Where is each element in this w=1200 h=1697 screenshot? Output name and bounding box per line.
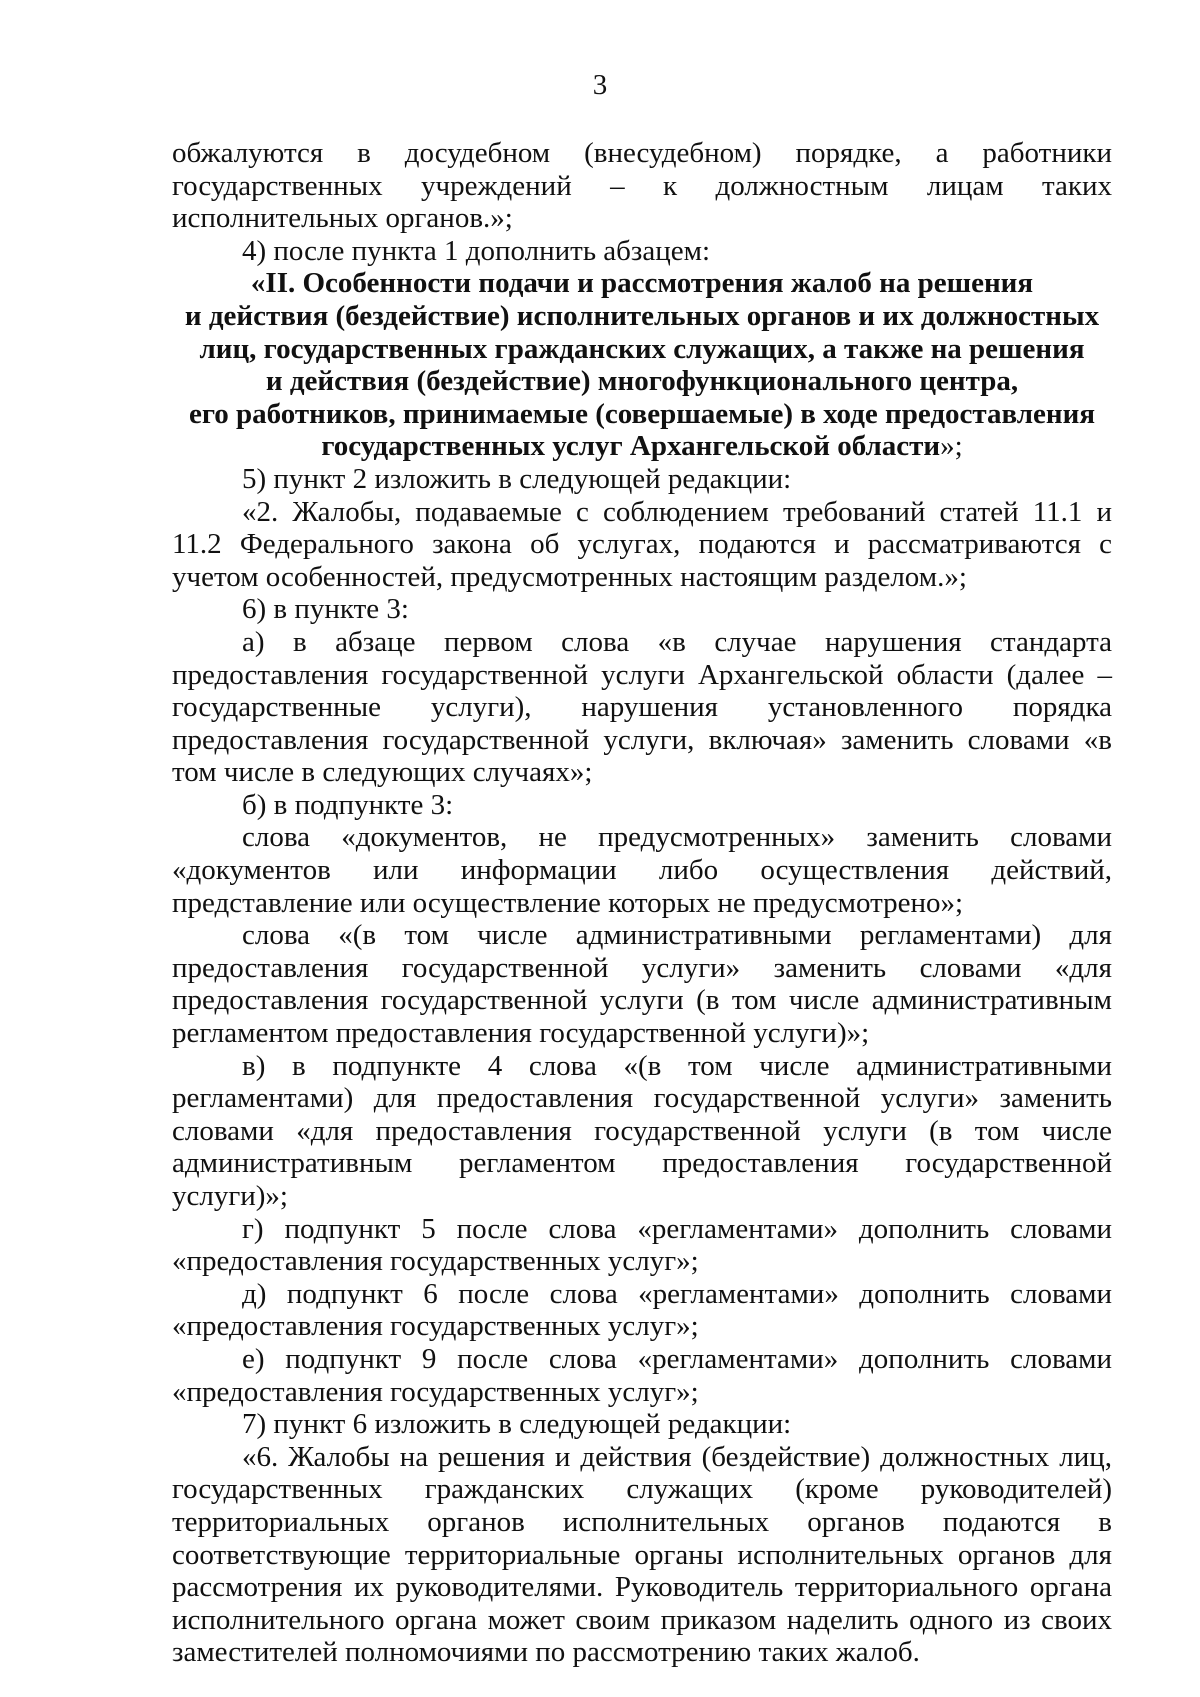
paragraph-sub-d: д) подпункт 6 после слова «регламентами» дополнить словами «предоставления государственных услуг»; <box>172 1277 1112 1343</box>
section-heading <box>172 267 1112 463</box>
paragraph-quote-2: «2. Жалобы, подаваемые с соблюдением требований статей 11.1 и 11.2 Федерального закона об услугах, подаются и рассматриваются с учетом особенностей, предусмотренных настоящим разделом.»; <box>172 495 1112 593</box>
paragraph-words-1: слова «документов, не предусмотренных» заменить словами «документов или информации либо осуществления действий, представление или осуществление которых не предусмотрено»; <box>172 821 1112 919</box>
paragraph-item-4: 4) после пункта 1 дополнить абзацем: <box>242 234 711 267</box>
heading-line-last <box>172 430 1112 463</box>
paragraph-sub-v: в) в подпункте 4 слова «(в том числе административными регламентами) для предоставления государственной услуги» заменить словами «для предоставления государственной услуги (в том числе административным регламентом предоставления государственной услуги)»; <box>172 1049 1112 1212</box>
heading-line: и действия (бездействие) многофункционального центра, <box>265 365 1019 398</box>
paragraph-sub-e: е) подпункт 9 после слова «регламентами» дополнить словами «предоставления государственных услуг»; <box>172 1342 1112 1408</box>
heading-line: «II. Особенности подачи и рассмотрения жалоб на решения <box>250 267 1034 300</box>
paragraph-words-2: слова «(в том числе административными регламентами) для предоставления государственной услуги» заменить словами «для предоставления государственной услуги (в том числе административным регламентом предоставления государственной услуги)»; <box>172 919 1112 1050</box>
paragraph-continuation: обжалуются в досудебном (внесудебном) порядке, а работники государственных учреждений – к должностным лицам таких исполнительных органов.»; <box>172 137 1112 235</box>
paragraph-sub-a: а) в абзаце первом слова «в случае нарушения стандарта предоставления государственной услуги Архангельской области (далее – государственные услуги), нарушения установленного порядка предоставления государственной услуги, включая» заменить словами «в том числе в следующих случаях»; <box>172 625 1112 789</box>
heading-line: и действия (бездействие) исполнительных органов и их должностных <box>184 299 1100 332</box>
document-body <box>172 137 1112 1669</box>
page-number: 3 <box>592 69 608 101</box>
heading-closing-quote: »; <box>940 430 963 463</box>
paragraph-sub-b: б) в подпункте 3: <box>242 788 454 821</box>
paragraph-item-6: 6) в пункте 3: <box>242 593 409 626</box>
heading-line-text: государственных услуг Архангельской области <box>321 430 941 463</box>
paragraph-quote-6: «6. Жалобы на решения и действия (бездействие) должностных лиц, государственных гражданских служащих (кроме руководителей) территориальных органов исполнительных органов подаются в соответствующие территориальные органы исполнительных органов для рассмотрения их руководителями. Руководитель территориального органа исполнительного органа может своим приказом наделить одного из своих заместителей полномочиями по рассмотрению таких жалоб. <box>172 1440 1112 1669</box>
paragraph-item-5: 5) пункт 2 изложить в следующей редакции: <box>242 462 792 495</box>
paragraph-item-7: 7) пункт 6 изложить в следующей редакции: <box>242 1408 792 1441</box>
heading-line: его работников, принимаемые (совершаемые) в ходе предоставления <box>188 397 1096 430</box>
heading-line: лиц, государственных гражданских служащих, а также на решения <box>199 332 1085 365</box>
paragraph-sub-g: г) подпункт 5 после слова «регламентами» дополнить словами «предоставления государственных услуг»; <box>172 1212 1112 1278</box>
